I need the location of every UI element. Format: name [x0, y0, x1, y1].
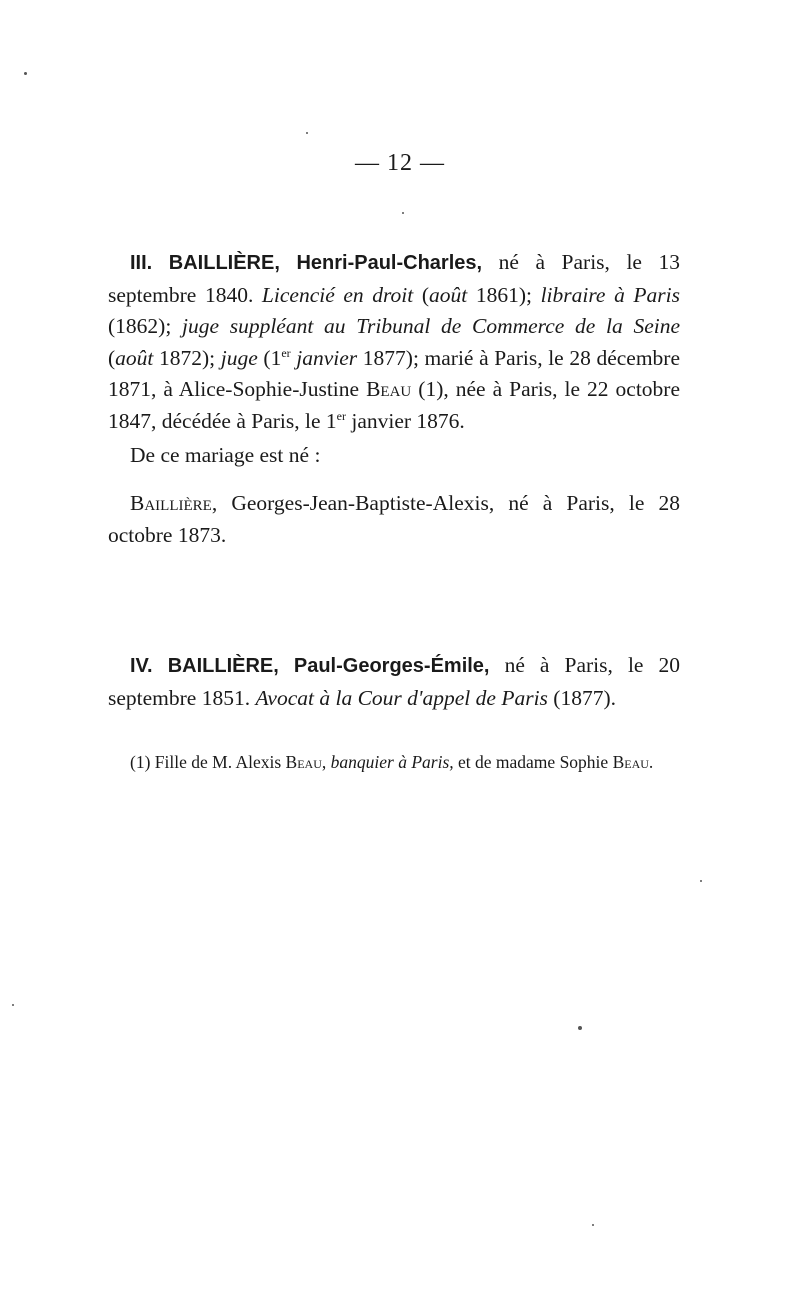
entry-iii-name: BAILLIÈRE,: [168, 252, 280, 274]
entry-iv-name: BAILLIÈRE,: [167, 655, 279, 677]
entry-iii-italic-3: libraire à Paris: [540, 282, 681, 307]
entry-iv-numeral: IV.: [130, 655, 153, 677]
entry-iii-numeral: III.: [130, 252, 153, 274]
entry-iii-text-8: 1877); marié à Paris, le 28 décembre 1871, à Alice-Sophie-Justine: [108, 345, 680, 401]
entry-iii-sup-2: er: [336, 408, 346, 423]
child-surname: Baillière,: [130, 491, 218, 515]
footnote-italic-1: banquier à Paris,: [330, 752, 454, 772]
entry-iii-text-10: janvier 1876.: [351, 408, 465, 433]
footnote-surname-2: Beau.: [612, 752, 654, 772]
paper-speck: [306, 132, 308, 134]
entry-iii-given-names: Henri-Paul-Charles,: [296, 252, 483, 274]
entry-iii-italic-4: juge suppléant au Tribunal de Commerce de la Seine: [182, 314, 680, 338]
entry-iii-italic-5: août: [115, 345, 154, 370]
footnote-surname-1: Beau,: [285, 752, 327, 772]
paper-speck: [12, 1004, 14, 1006]
entry-iv-given-names: Paul-Georges-Émile,: [293, 655, 490, 677]
entry-iv-text-2: (1877).: [553, 685, 616, 710]
entry-iii-sup-1: er: [281, 345, 291, 360]
footnote: [108, 750, 680, 775]
paper-speck: [24, 72, 27, 75]
entry-iii-spouse-surname: Beau: [366, 377, 412, 401]
page-number: — 12 —: [355, 150, 445, 176]
entry-iii-italic-7: janvier: [296, 345, 358, 370]
entry-iii-text-5: (: [108, 345, 116, 370]
entry-iv: [108, 650, 680, 714]
footnote-text-1: (1) Fille de M. Alexis: [130, 752, 282, 772]
paper-speck: [578, 1026, 582, 1030]
entry-iii-text-9: (1), née à Paris, le 22 octobre 1847, décédée à Paris, le 1: [108, 377, 681, 433]
marriage-intro: De ce mariage est né :: [130, 443, 321, 467]
entry-iii-text-4: (1862);: [108, 314, 172, 338]
paper-speck: [592, 1224, 594, 1226]
paper-speck: [402, 212, 404, 214]
entry-iii-text-1: né à Paris, le 13 septembre 1840.: [108, 250, 681, 307]
paper-speck: [700, 880, 702, 882]
child-entry: [108, 488, 680, 551]
entry-iii-italic-2: août: [429, 282, 468, 307]
entry-iii-italic-6: juge: [220, 345, 258, 370]
child-text: Georges-Jean-Baptiste-Alexis, né à Paris, le 28 octobre 1873.: [108, 491, 680, 547]
entry-iii-text-7: (1: [263, 345, 282, 370]
entry-iii-italic-1: Licencié en droit: [261, 282, 414, 307]
entry-iii-text-2: (: [421, 282, 430, 307]
entry-iii-text-3: 1861);: [475, 282, 532, 307]
entry-iv-italic-1: Avocat à la Cour d'appel de Paris: [255, 685, 548, 710]
footnote-text-2: et de madame Sophie: [458, 752, 609, 772]
entry-iii-text-6: 1872);: [159, 345, 216, 370]
entry-iii: [108, 247, 680, 437]
entry-iv-text-1: né à Paris, le 20 septembre 1851.: [108, 653, 681, 710]
